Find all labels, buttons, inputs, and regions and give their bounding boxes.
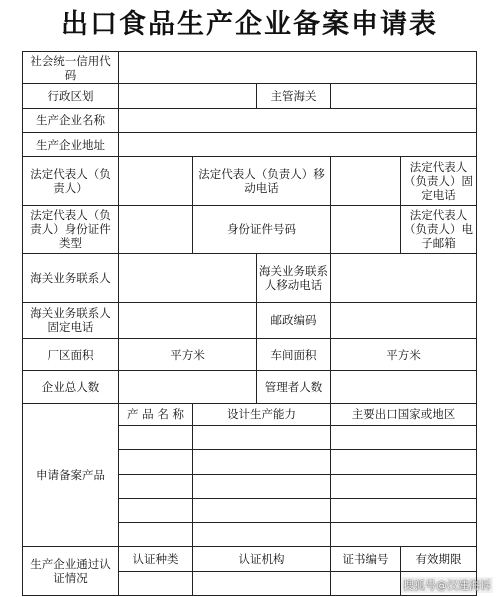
customs-contact-mobile-field[interactable] bbox=[331, 254, 477, 303]
customs-label: 主管海关 bbox=[257, 84, 331, 108]
form-row-company-address bbox=[23, 132, 477, 156]
legal-rep-email-label: 法定代表人（负责人）电子邮箱 bbox=[401, 205, 477, 254]
company-address-label: 生产企业地址 bbox=[23, 132, 119, 156]
postcode-label: 邮政编码 bbox=[257, 302, 331, 338]
registration-form-table bbox=[22, 51, 477, 596]
legal-rep-phone-label: 法定代表人（负责人）固定电话 bbox=[401, 157, 477, 206]
capacity-header: 设计生产能力 bbox=[193, 403, 331, 425]
cert-type-cell[interactable] bbox=[119, 571, 193, 595]
capacity-cell[interactable] bbox=[193, 498, 331, 522]
cert-validity-header: 有效期限 bbox=[401, 547, 477, 571]
watermark: 搜狐号@汉建海诉 bbox=[403, 579, 491, 592]
credit-code-label: 社会统一信用代码 bbox=[23, 52, 119, 84]
managers-label: 管理者人数 bbox=[257, 371, 331, 403]
form-row-id-type bbox=[23, 205, 477, 254]
legal-rep-id-type-label: 法定代表人（负责人）身份证件类型 bbox=[23, 205, 119, 254]
form-row-company-name bbox=[23, 108, 477, 132]
customs-field[interactable] bbox=[331, 84, 477, 108]
managers-field[interactable] bbox=[331, 371, 477, 403]
company-name-field[interactable] bbox=[119, 108, 477, 132]
total-staff-label: 企业总人数 bbox=[23, 371, 119, 403]
capacity-cell[interactable] bbox=[193, 523, 331, 547]
certification-label: 生产企业通过认证情况 bbox=[23, 547, 119, 596]
product-name-cell[interactable] bbox=[119, 498, 193, 522]
legal-rep-mobile-field[interactable] bbox=[331, 157, 401, 206]
products-header-row bbox=[23, 403, 477, 425]
cert-type-header: 认证种类 bbox=[119, 547, 193, 571]
export-region-cell[interactable] bbox=[331, 498, 477, 522]
workshop-area-label: 车间面积 bbox=[257, 339, 331, 371]
factory-area-field[interactable] bbox=[119, 339, 257, 371]
cert-body-cell[interactable] bbox=[193, 571, 331, 595]
total-staff-field[interactable] bbox=[119, 371, 257, 403]
form-title: 出口食品生产企业备案申请表 bbox=[61, 9, 438, 40]
customs-contact-phone-field[interactable] bbox=[119, 302, 257, 338]
cert-number-cell[interactable] bbox=[331, 571, 401, 595]
factory-area-label: 厂区面积 bbox=[23, 339, 119, 371]
cert-number-header: 证书编号 bbox=[331, 547, 401, 571]
form-row-legal-rep bbox=[23, 157, 477, 206]
form-row-areas bbox=[23, 339, 477, 371]
product-name-cell[interactable] bbox=[119, 426, 193, 450]
legal-rep-id-type-field[interactable] bbox=[119, 205, 193, 254]
product-name-cell[interactable] bbox=[119, 474, 193, 498]
credit-code-field[interactable] bbox=[119, 52, 477, 84]
admin-region-field[interactable] bbox=[119, 84, 257, 108]
customs-contact-phone-label: 海关业务联系人固定电话 bbox=[23, 302, 119, 338]
export-region-header: 主要出口国家或地区 bbox=[331, 403, 477, 425]
form-row-customs-contact bbox=[23, 254, 477, 303]
export-region-cell[interactable] bbox=[331, 450, 477, 474]
customs-contact-field[interactable] bbox=[119, 254, 257, 303]
customs-contact-label: 海关业务联系人 bbox=[23, 254, 119, 303]
form-row-contact-phone bbox=[23, 302, 477, 338]
cert-body-header: 认证机构 bbox=[193, 547, 331, 571]
factory-area-unit: 平方米 bbox=[170, 347, 205, 362]
workshop-area-unit: 平方米 bbox=[386, 347, 421, 362]
capacity-cell[interactable] bbox=[193, 474, 331, 498]
id-number-field[interactable] bbox=[331, 205, 401, 254]
workshop-area-field[interactable] bbox=[331, 339, 477, 371]
postcode-field[interactable] bbox=[331, 302, 477, 338]
capacity-cell[interactable] bbox=[193, 426, 331, 450]
form-row-credit-code bbox=[23, 52, 477, 84]
product-name-cell[interactable] bbox=[119, 523, 193, 547]
form-row-region bbox=[23, 84, 477, 108]
product-name-cell[interactable] bbox=[119, 450, 193, 474]
company-address-field[interactable] bbox=[119, 132, 477, 156]
legal-rep-mobile-label: 法定代表人（负责人）移动电话 bbox=[193, 157, 331, 206]
id-number-label: 身份证件号码 bbox=[193, 205, 331, 254]
customs-contact-mobile-label: 海关业务联系人移动电话 bbox=[257, 254, 331, 303]
company-name-label: 生产企业名称 bbox=[23, 108, 119, 132]
export-region-cell[interactable] bbox=[331, 523, 477, 547]
admin-region-label: 行政区划 bbox=[23, 84, 119, 108]
product-name-header: 产 品 名 称 bbox=[119, 403, 193, 425]
legal-rep-label: 法定代表人（负责人） bbox=[23, 157, 119, 206]
capacity-cell[interactable] bbox=[193, 450, 331, 474]
products-label: 申请备案产品 bbox=[23, 403, 119, 547]
export-region-cell[interactable] bbox=[331, 474, 477, 498]
cert-header-row bbox=[23, 547, 477, 571]
export-region-cell[interactable] bbox=[331, 426, 477, 450]
form-row-staff bbox=[23, 371, 477, 403]
legal-rep-field[interactable] bbox=[119, 157, 193, 206]
